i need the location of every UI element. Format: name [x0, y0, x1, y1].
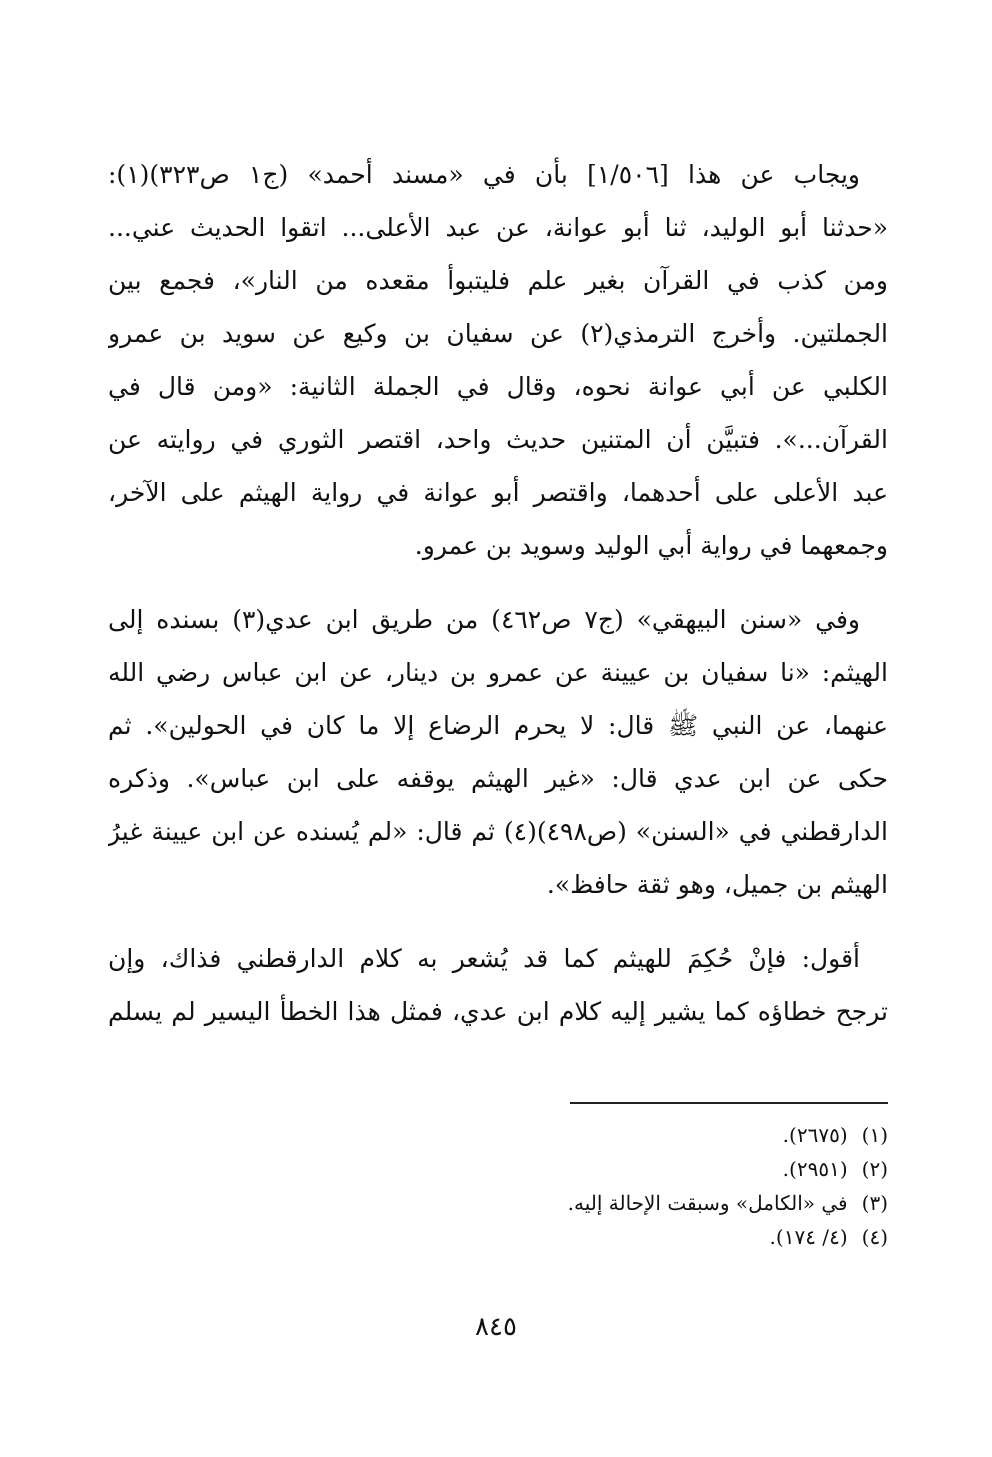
- footnote-number: (٣): [861, 1191, 888, 1215]
- text-line: الدارقطني في «السنن» (ص٤٩٨)(٤) ثم قال: «لم يُسنده عن ابن عيينة غيرُ: [108, 817, 888, 846]
- text-line: القرآن...». فتبيَّن أن المتنين حديث واحد، اقتصر الثوري في روايته عن: [108, 425, 888, 454]
- text-line: الكلبي عن أبي عوانة نحوه، وقال في الجملة الثانية: «ومن قال في: [108, 372, 888, 401]
- footnote-number: (٢): [861, 1157, 888, 1181]
- footnote-number: (١): [861, 1123, 888, 1147]
- footnote: [108, 1220, 888, 1254]
- footnote-number: (٤): [861, 1225, 888, 1249]
- text-line: حكى عن ابن عدي قال: «غير الهيثم يوقفه على ابن عباس». وذكره: [108, 764, 888, 793]
- page-number: ٨٤٥: [475, 1312, 517, 1342]
- footnote: [108, 1186, 888, 1220]
- footnote-divider: [570, 1102, 888, 1104]
- text-line: وجمعهما في رواية أبي الوليد وسويد بن عمرو.: [414, 531, 888, 560]
- footnote: [108, 1118, 888, 1152]
- footnote-text: (٢٩٥١).: [782, 1157, 848, 1181]
- text-line: ويجاب عن هذا [١/٥٠٦] بأن في «مسند أحمد» (ج١ ص٣٢٣)(١):: [108, 160, 860, 189]
- footnotes: [108, 1118, 888, 1254]
- text-line: ترجح خطاؤه كما يشير إليه كلام ابن عدي، فمثل هذا الخطأ اليسير لم يسلم: [108, 997, 888, 1026]
- text-line: الجملتين. وأخرج الترمذي(٢) عن سفيان بن وكيع عن سويد بن عمرو: [108, 319, 888, 348]
- text-line: الهيثم بن جميل، وهو ثقة حافظ».: [546, 870, 888, 899]
- footnote-text: في «الكامل» وسبقت الإحالة إليه.: [567, 1191, 848, 1215]
- footnote-text: (٢٦٧٥).: [782, 1123, 848, 1147]
- footnote-text: (٤/ ١٧٤).: [769, 1225, 848, 1249]
- paragraph-3: [108, 932, 888, 1038]
- text-line: الهيثم: «نا سفيان بن عيينة عن عمرو بن دينار، عن ابن عباس رضي الله: [108, 658, 888, 687]
- paragraph-2: [108, 593, 888, 911]
- text-line: أقول: فإنْ حُكِمَ للهيثم كما قد يُشعر به كلام الدارقطني فذاك، وإن: [108, 944, 860, 973]
- text-line: ومن كذب في القرآن بغير علم فليتبوأ مقعده من النار»، فجمع بين: [108, 266, 888, 295]
- main-text: [108, 148, 888, 1059]
- text-line: وفي «سنن البيهقي» (ج٧ ص٤٦٢) من طريق ابن عدي(٣) بسنده إلى: [108, 605, 861, 634]
- paragraph-1: [108, 148, 888, 572]
- text-line: عبد الأعلى على أحدهما، واقتصر أبو عوانة في رواية الهيثم على الآخر،: [108, 478, 888, 507]
- text-line: «حدثنا أبو الوليد، ثنا أبو عوانة، عن عبد الأعلى... اتقوا الحديث عني...: [108, 213, 888, 242]
- footnote: [108, 1152, 888, 1186]
- text-line: عنهما، عن النبي ﷺ قال: لا يحرم الرضاع إلا ما كان في الحولين». ثم: [108, 711, 888, 740]
